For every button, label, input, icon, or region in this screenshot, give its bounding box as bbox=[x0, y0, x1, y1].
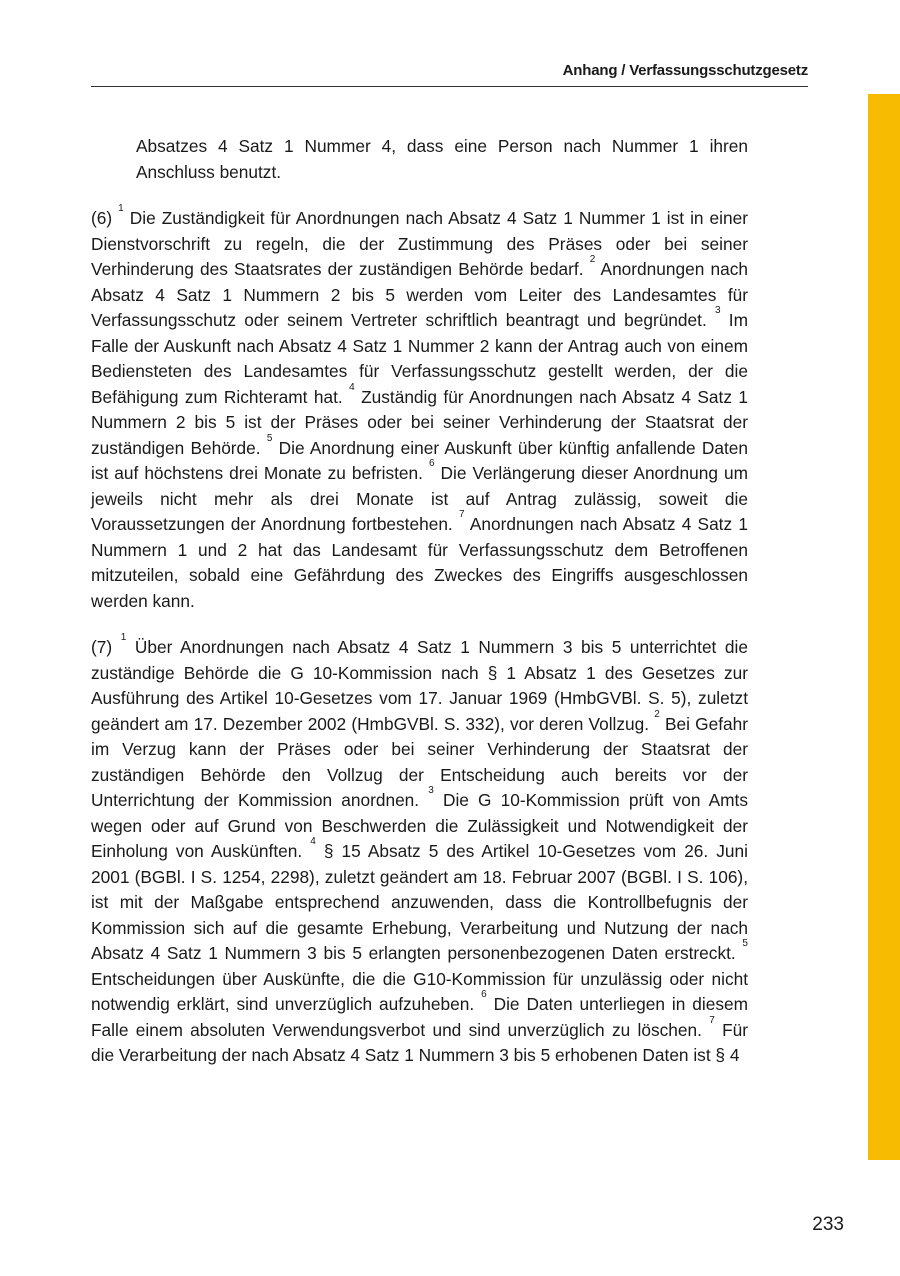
sentence-text: Die Daten unterliegen in diesem Falle einem absoluten Verwendungsverbot und sind unverzüglich zu löschen. bbox=[91, 994, 749, 1040]
sentence-text: Die Verlängerung dieser Anordnung um jeweils nicht mehr als drei Monate ist auf Antrag zulässig, soweit die Voraussetzungen der Anordnung fortbestehen. bbox=[91, 463, 748, 534]
continuation-paragraph: Absatzes 4 Satz 1 Nummer 4, dass eine Person nach Nummer 1 ihren Anschluss benutzt. bbox=[136, 136, 748, 182]
paragraph-7 bbox=[91, 632, 749, 1069]
sentence-number: 5 bbox=[742, 938, 748, 949]
paragraph-6 bbox=[91, 203, 748, 614]
page-number: 233 bbox=[812, 1214, 844, 1235]
sentence-number: 4 bbox=[349, 381, 355, 393]
sentence-number: 7 bbox=[458, 509, 465, 520]
page-body bbox=[91, 134, 748, 1090]
sentence-number: 6 bbox=[481, 989, 487, 1000]
sentence-text: Anordnungen nach Absatz 4 Satz 1 Nummern 1 und 2 hat das Landesamt für Verfassungsschutz dem Betroffenen mitzuteilen, sobald eine Gefährdung des Zweckes des Eingriffs ausgeschlossen werden kann. bbox=[91, 514, 748, 611]
sentence-text: § 15 Absatz 5 des Artikel 10-Gesetzes vom 26. Juni 2001 (BGBl. I S. 1254, 2298), zuletzt geändert am 18. Februar 2007 (BGBl. I S. 106), ist mit der Maßgabe entsprechend anzuwenden, dass die Kontrollbefugnis der Kommission sich auf die gesamte Erhebung, Verarbeitung und Nutzung der nach Absatz 4 Satz 1 Nummern 3 bis 5 erlangten personenbezogenen Daten erstreckt. bbox=[91, 841, 748, 963]
sentence-number: 5 bbox=[266, 432, 273, 444]
running-header bbox=[91, 62, 808, 87]
sentence-number: 7 bbox=[709, 1014, 715, 1026]
sentence-text: Für die Verarbeitung der nach Absatz 4 Satz 1 Nummern 3 bis 5 erhobenen Daten ist § 4 bbox=[91, 1019, 748, 1065]
sentence-text: Die G 10-Kommission prüft von Amts wegen oder auf Grund von Beschwerden die Zulässigkeit und Notwendigkeit der Einholung von Auskünften. bbox=[91, 790, 748, 861]
sentence-number: 3 bbox=[714, 305, 721, 316]
sentence-text: Anordnungen nach Absatz 4 Satz 1 Nummern 2 bis 5 werden vom Leiter des Landesamtes für Verfassungsschutz oder seinem Vertreter schriftlich beantragt und begründet. bbox=[91, 259, 748, 330]
sentence-text: Bei Gefahr im Verzug kann der Präses oder bei seiner Verhinderung der Staatsrat der zuständigen Behörde den Vollzug der Entscheidung auch bereits vor der Unterrichtung der Kommission anordnen. bbox=[91, 713, 748, 810]
sentence-number: 6 bbox=[428, 458, 435, 469]
sentence-text: Zuständig für Anordnungen nach Absatz 4 Satz 1 Nummern 2 bis 5 ist der Präses oder bei seiner Verhinderung der Staatsrat der zuständigen Behörde. bbox=[91, 386, 748, 458]
sentence-text: Entscheidungen über Auskünfte, die die G10-Kommission für unzulässig oder nicht notwendig erklärt, sind unverzüglich aufzuheben. bbox=[91, 968, 748, 1014]
sentence-number: 1 bbox=[120, 632, 127, 643]
sentence-text: Die Anordnung einer Auskunft über künftig anfallende Daten ist auf höchstens drei Monate zu befristen. bbox=[91, 437, 748, 483]
paragraph-label: (7) bbox=[91, 637, 113, 657]
sentence-text: Die Zuständigkeit für Anordnungen nach Absatz 4 Satz 1 Nummer 1 ist in einer Dienstvorschrift zu regeln, die der Zustimmung des Präses oder bei seiner Verhinderung des Staatsrates der zuständigen Behörde bedarf. bbox=[91, 208, 748, 279]
sentence-number: 4 bbox=[310, 836, 316, 847]
sentence-text: Über Anordnungen nach Absatz 4 Satz 1 Nummern 3 bis 5 unterrichtet die zuständige Behörde die G 10-Kommission nach § 1 Absatz 1 des Gesetzes zur Ausführung des Artikel 10-Gesetzes vom 17. Januar 1969 (HmbGVBl. S. 5), zuletzt geändert am 17. Dezember 2002 (HmbGVBl. S. 332), vor deren Vollzug. bbox=[91, 637, 748, 734]
sentence-number: 2 bbox=[589, 254, 596, 265]
paragraph-label: (6) bbox=[91, 208, 113, 228]
chapter-marker-bar bbox=[868, 94, 900, 1160]
sentence-text: Im Falle der Auskunft nach Absatz 4 Satz 1 Nummer 2 kann der Antrag auch von einem Bediensteten des Landesamtes für Verfassungsschutz gestellt werden, der die Befähigung zum Richteramt hat. bbox=[91, 310, 748, 407]
sentence-number: 1 bbox=[118, 203, 124, 214]
sentence-number: 3 bbox=[428, 785, 434, 796]
header-title: Anhang / Verfassungsschutzgesetz bbox=[562, 62, 808, 79]
sentence-number: 2 bbox=[654, 708, 660, 720]
